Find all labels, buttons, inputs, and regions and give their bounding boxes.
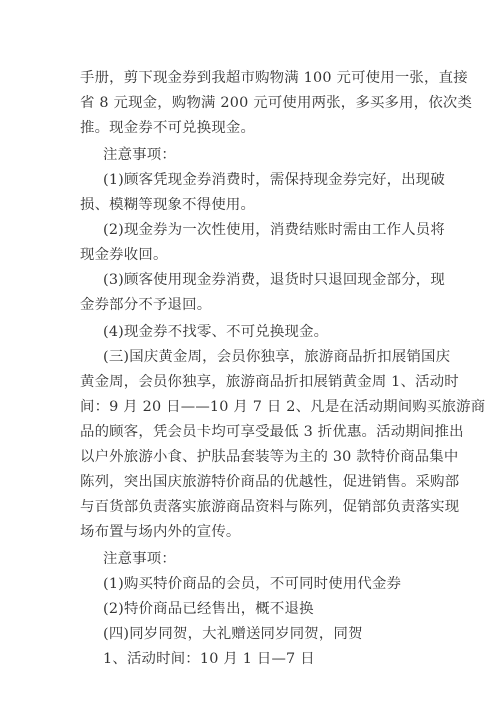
- text-line: 手册，剪下现金券到我超市购物满 100 元可使用一张，直接: [80, 70, 468, 86]
- text-line: (三)国庆黄金周，会员你独享，旅游商品折扣展销国庆: [103, 349, 451, 365]
- text-line: (4)现金券不找零、不可兑换现金。: [103, 324, 329, 340]
- text-line: 以户外旅游小食、护肤品套装等为主的 30 款特价商品集中: [80, 449, 459, 465]
- text-line: 黄金周，会员你独享，旅游商品折扣展销黄金周 1、活动时: [80, 374, 459, 390]
- text-line: 间：9 月 20 日——10 月 7 日 2、凡是在活动期间购买旅游商: [80, 399, 486, 415]
- text-line: 注意事项：: [103, 147, 176, 163]
- text-line: 场布置与场内外的宣传。: [80, 524, 241, 540]
- text-line: (1)购买特价商品的会员，不可同时使用代金券: [103, 576, 402, 592]
- text-line: 损、模糊等现象不得使用。: [80, 197, 256, 213]
- text-line: 现金券收回。: [80, 247, 168, 263]
- text-line: (3)顾客使用现金券消费，退货时只退回现金部分，现: [103, 272, 445, 288]
- text-line: 金券部分不予退回。: [80, 297, 212, 313]
- text-line: (2)现金券为一次性使用，消费结账时需由工作人员将: [103, 222, 445, 238]
- text-line: 与百货部负责落实旅游商品资料与陈列，促销部负责落实现: [80, 499, 460, 515]
- text-line: 注意事项：: [103, 551, 176, 567]
- text-line: (2)特价商品已经售出，概不退换: [103, 601, 314, 617]
- text-line: 省 8 元现金，购物满 200 元可使用两张，多买多用，依次类: [80, 95, 473, 111]
- text-line: 1、活动时间：10 月 1 日—7 日: [103, 651, 315, 667]
- text-line: 推。现金券不可兑换现金。: [80, 120, 256, 136]
- text-line: 陈列，突出国庆旅游特价商品的优越性，促进销售。采购部: [80, 474, 460, 490]
- text-line: (四)同岁同贺，大礼赠送同岁同贺，同贺: [103, 626, 363, 642]
- text-line: (1)顾客凭现金券消费时，需保持现金券完好，出现破: [103, 172, 445, 188]
- text-line: 品的顾客，凭会员卡均可享受最低 3 折优惠。活动期间推出: [80, 424, 464, 440]
